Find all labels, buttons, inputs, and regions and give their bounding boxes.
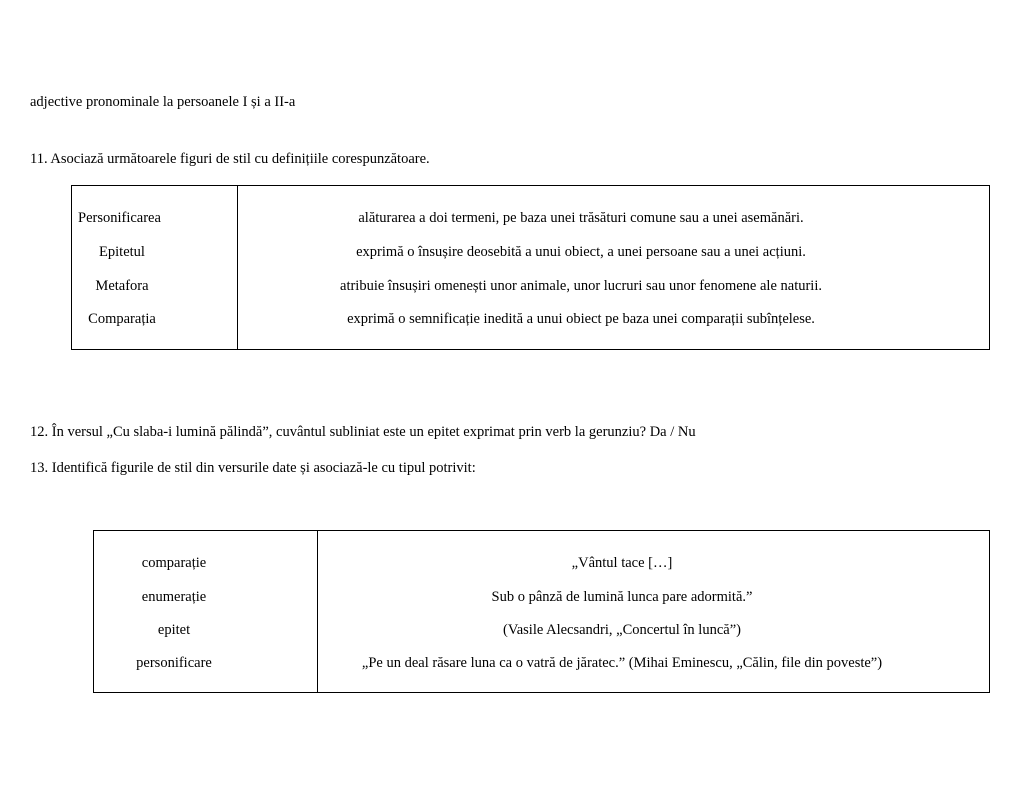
q11-definition-3: atribuie însușiri omenești unor animale, unor lucruri sau unor fenomene ale naturii. (340, 278, 822, 294)
q11-term-2: Epitetul (99, 244, 145, 260)
q11-term-4: Comparația (88, 311, 156, 327)
q13-type-3: epitet (157, 622, 191, 638)
q11-definition-4: exprimă o semnificație inedită a unui obiect pe baza unei comparații subînțelese. (347, 311, 815, 327)
question-12-prompt: 12. În versul „Cu slaba-i lumină pălindă”, cuvântul subliniat este un epitet exprimat prin verb la gerunziu? Da / Nu (30, 424, 696, 440)
q13-type-2: enumerație (141, 589, 207, 605)
q11-term-3: Metafora (95, 278, 149, 294)
q13-verse-1: „Vântul tace […] (571, 555, 673, 571)
q13-verse-3: (Vasile Alecsandri, „Concertul în luncă”) (503, 622, 741, 638)
question-13-prompt: 13. Identifică figurile de stil din versurile date și asociază-le cu tipul potrivit: (30, 460, 476, 476)
intro-line: adjective pronominale la persoanele I și a II-a (30, 94, 296, 110)
q11-matching-table (71, 185, 990, 350)
q13-matching-table (93, 530, 990, 693)
q11-definition-1: alăturarea a doi termeni, pe baza unei trăsături comune sau a unei asemănări. (358, 210, 804, 226)
q13-verse-4: „Pe un deal răsare luna ca o vatră de jăratec.” (Mihai Eminescu, „Călin, file din poveste”) (361, 655, 883, 671)
q13-type-1: comparație (141, 555, 207, 571)
question-11-prompt: 11. Asociază următoarele figuri de stil cu definițiile corespunzătoare. (30, 151, 430, 167)
q13-column-divider (317, 531, 318, 692)
q13-type-4: personificare (136, 655, 212, 671)
q13-verse-2: Sub o pânză de lumină lunca pare adormită.” (491, 589, 753, 605)
q11-column-divider (237, 186, 238, 349)
q11-definition-2: exprimă o însușire deosebită a unui obiect, a unei persoane sau a unei acțiuni. (356, 244, 806, 260)
q11-term-1: Personificarea (78, 210, 161, 226)
